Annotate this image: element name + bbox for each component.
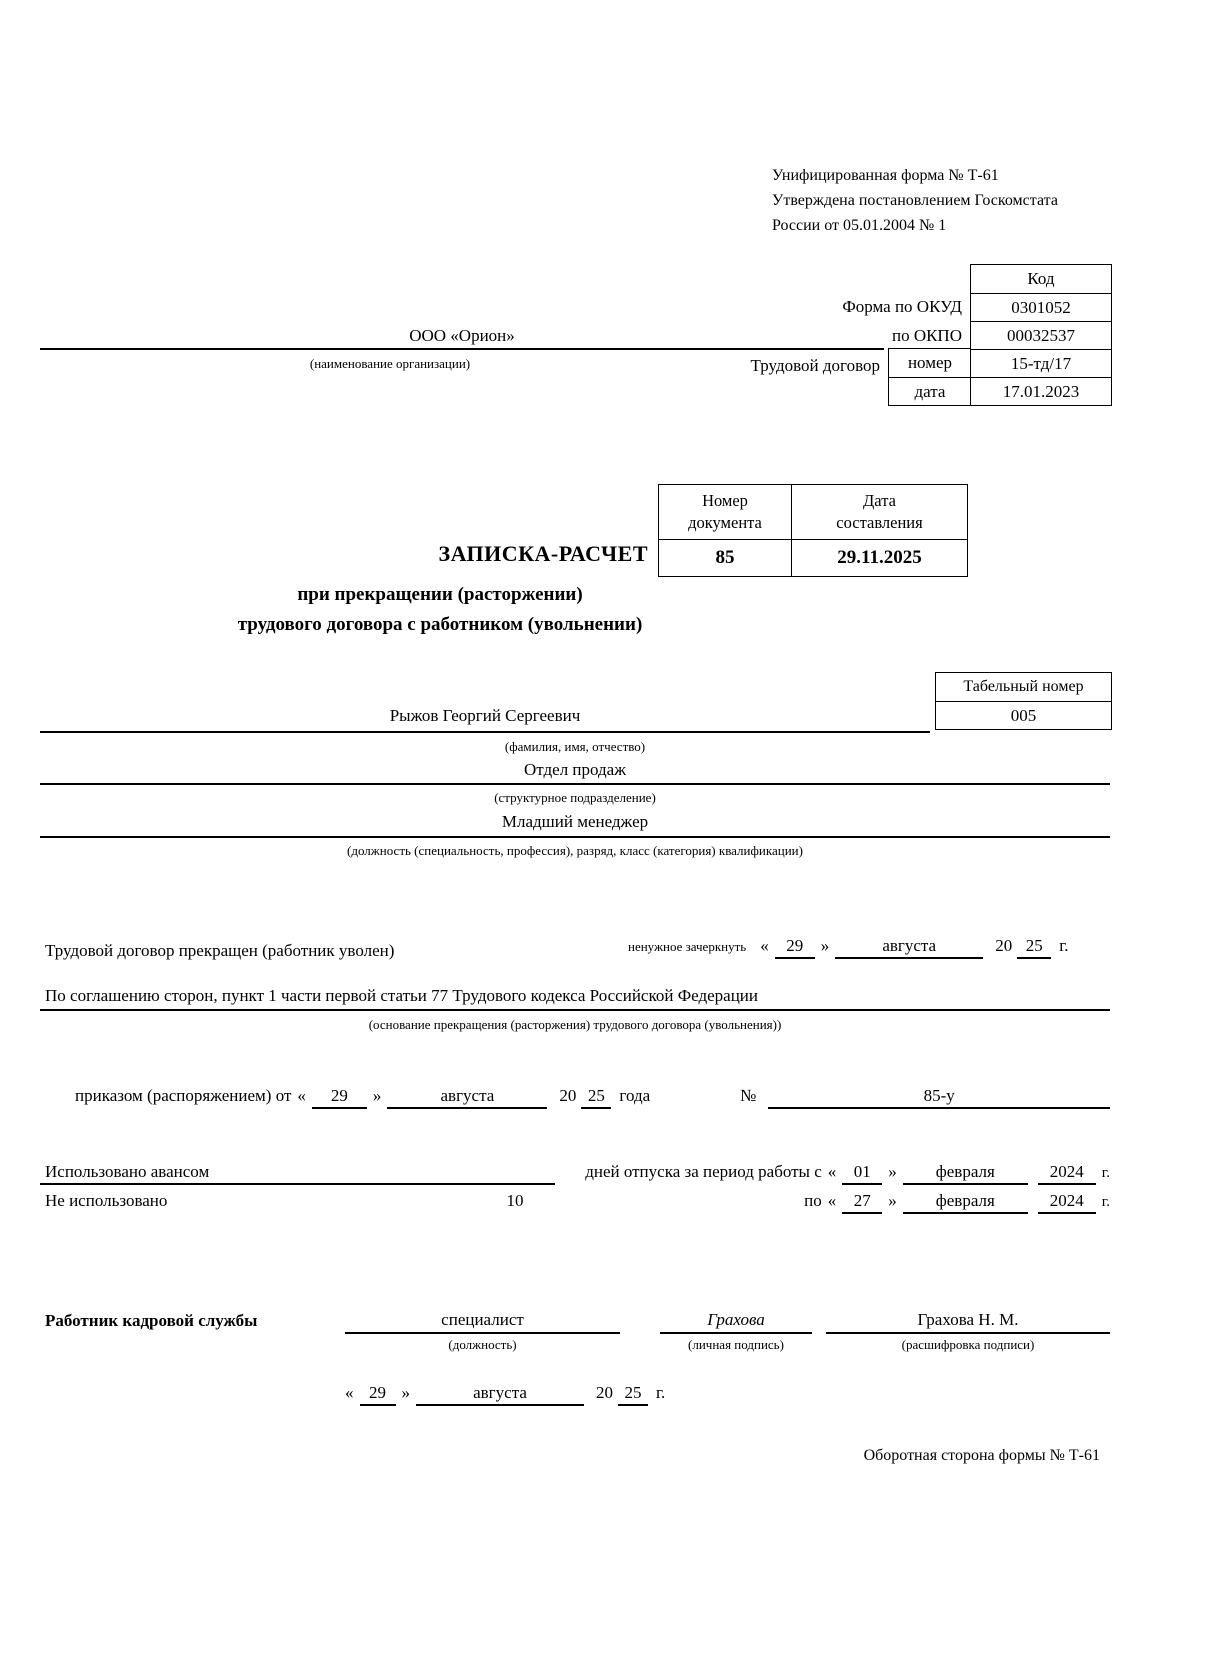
reverse-side-note: Оборотная сторона формы № Т-61 [863,1447,1100,1464]
hr-name-field-group [826,1310,1110,1353]
vacation-period-prefix: дней отпуска за период работы с [585,1162,822,1181]
vacation-unused-row [40,1191,1110,1214]
basis-caption: (основание прекращения (расторжения) трудового договора (увольнения)) [368,1017,782,1032]
open-quote-icon: « [297,1086,306,1105]
employee-department: Отдел продаж [524,760,626,779]
signature-date-suffix: г. [656,1383,666,1402]
vacation-to-prefix: по [804,1191,822,1210]
vacation-used-row [40,1162,1110,1185]
signature-date-day-field: 29 [360,1383,396,1406]
termination-day-field: 29 [775,936,815,959]
vacation-from-month-field: февраля [903,1162,1028,1185]
contract-label: Трудовой договор [750,356,880,375]
personnel-number-header-cell: Табельный номер [963,678,1084,695]
department-rule [40,783,1110,785]
close-quote-icon: » [888,1191,897,1210]
doc-number-table [658,484,968,577]
doc-date-value-cell: 29.11.2025 [791,539,967,576]
approval-note [772,163,1058,238]
approval-line-2: Утверждена постановлением Госкомстата [772,192,1058,209]
hr-position-caption: (должность) [448,1337,517,1352]
form-title: ЗАПИСКА-РАСЧЕТ [438,541,648,566]
doc-number-value-cell: 85 [659,539,791,576]
vacation-unused-days: 10 [506,1191,524,1210]
contract-date-label-cell: дата [889,377,971,405]
open-quote-icon: « [827,1191,837,1210]
order-row [75,1086,1110,1109]
signature-date-month-field: августа [416,1383,584,1406]
vacation-used-field: Использовано авансом [40,1162,555,1185]
termination-year-field: 25 [1017,936,1051,959]
order-century: 20 [559,1086,577,1105]
signature-date-century: 20 [596,1383,613,1402]
order-year-word: года [619,1086,651,1105]
order-number-field: 85-у [768,1086,1110,1109]
vacation-to-year-field: 2024 [1038,1191,1096,1214]
contract-number-cell: 15-тд/17 [971,349,1111,377]
okud-code-cell: 0301052 [971,293,1111,321]
vacation-from-year-suffix: г. [1101,1165,1110,1181]
order-day-field: 29 [312,1086,367,1109]
signature-date-row [345,1383,665,1406]
open-quote-icon: « [345,1383,354,1402]
okpo-label: по ОКПО [891,326,962,345]
approval-line-1: Унифицированная форма № Т-61 [772,167,999,184]
hr-position-field-group [345,1310,620,1353]
order-month-field: августа [387,1086,547,1109]
employee-name: Рыжов Георгий Сергеевич [389,706,581,725]
position-rule [40,836,1110,838]
open-quote-icon: « [827,1162,837,1181]
termination-month-field: августа [835,936,983,959]
hr-position-field: специалист [345,1310,620,1334]
organization-rule [40,348,884,350]
hr-sign-field-group [660,1310,812,1353]
close-quote-icon: » [401,1383,410,1402]
employee-name-rule [40,731,930,733]
vacation-to-month-field: февраля [903,1191,1028,1214]
hr-sign-caption: (личная подпись) [688,1337,784,1352]
okud-label: Форма по ОКУД [842,297,962,316]
okpo-code-cell: 00032537 [971,321,1111,349]
doc-number-header-cell: Номер документа [688,490,762,532]
termination-century: 20 [995,936,1013,955]
personnel-number-table [935,672,1112,730]
signature-date-year-field: 25 [618,1383,648,1406]
close-quote-icon: » [888,1162,897,1181]
cross-out-note: ненужное зачеркнуть [628,939,747,954]
form-subtitle-1: при прекращении (расторжении) [297,584,583,605]
vacation-to-day-field: 27 [842,1191,882,1214]
approval-line-3: России от 05.01.2004 № 1 [772,217,947,234]
basis-rule [40,1009,1110,1011]
contract-number-label-cell: номер [907,353,953,372]
contract-date-cell: 17.01.2023 [971,377,1111,405]
vacation-unused-label: Не использовано [45,1191,168,1210]
doc-date-header-cell: Дата составления [791,485,967,539]
code-table [970,264,1112,406]
code-table-header-cell: Код [1027,269,1055,288]
form-subtitle-2: трудового договора с работником (увольнении) [237,614,643,635]
order-number-sign: № [740,1086,757,1105]
organization-caption: (наименование организации) [309,356,471,371]
close-quote-icon: » [820,936,830,955]
termination-year-suffix: г. [1059,936,1069,955]
hr-name-caption: (расшифровка подписи) [901,1337,1035,1352]
hr-officer-label: Работник кадровой службы [45,1311,258,1330]
vacation-to-year-suffix: г. [1101,1194,1110,1210]
vacation-from-year-field: 2024 [1038,1162,1096,1185]
order-prefix: приказом (распоряжением) от [75,1086,292,1105]
department-caption: (структурное подразделение) [494,790,656,805]
hr-signature-name: Грахова Н. М. [826,1310,1110,1334]
hr-signature-row [45,1310,1110,1353]
open-quote-icon: « [760,936,769,955]
personnel-number-value-cell: 005 [936,701,1111,729]
vacation-from-day-field: 01 [842,1162,882,1185]
close-quote-icon: » [372,1086,382,1105]
contract-subtable [888,348,971,406]
termination-basis: По соглашению сторон, пункт 1 части первой статьи 77 Трудового кодекса Российской Федерации [45,986,758,1005]
employee-position: Младший менеджер [501,812,649,831]
position-caption: (должность (специальность, профессия), разряд, класс (категория) квалификации) [347,843,803,858]
hr-personal-signature: Грахова [660,1310,812,1334]
termination-date-row [628,936,1069,959]
termination-label: Трудовой договор прекращен (работник уволен) [45,941,395,960]
order-year-field: 25 [581,1086,611,1109]
employee-name-caption: (фамилия, имя, отчество) [504,739,646,754]
organization-name: ООО «Орион» [409,326,515,345]
